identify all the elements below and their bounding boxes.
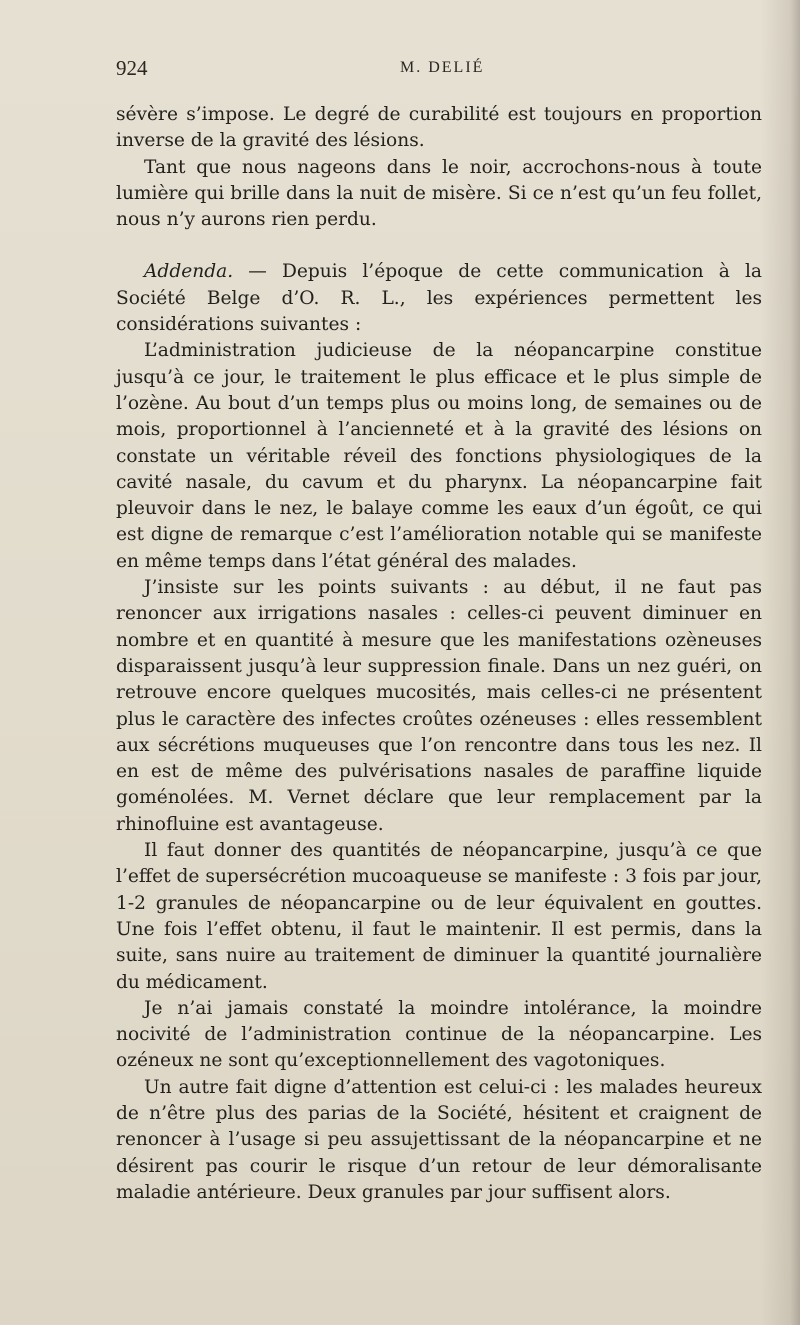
paragraph-intolerance: Je n’ai jamais constaté la moindre intolérance, la moindre nocivité de l’administration continue de la néopancarpine. Les ozéneux ne sont qu’exceptionnellement des vagotoniques. <box>116 997 762 1072</box>
paragraph-feu-follet: Tant que nous nageons dans le noir, accrochons-nous à toute lumière qui brille dans la nuit de misère. Si ce n’est qu’un feu follet, nous n’y aurons rien perdu. <box>116 156 762 231</box>
page-number: 924 <box>116 56 148 80</box>
paragraph-quantites: Il faut donner des quantités de néopancarpine, jusqu’à ce que l’effet de supersécrétion mucoaqueuse se manifeste : 3 fois par jour, 1-2 granules de néopancarpine ou de leur équivalent en gouttes. Une fois l’effet obtenu, il faut le maintenir. Il est permis, dans la suite, sans nuire au traitement de diminuer la quantité journalière du médicament. <box>116 840 762 993</box>
paragraph-continuation: sévère s’impose. Le degré de curabilité est toujours en proportion inverse de la gravité des lésions. <box>116 104 762 152</box>
paragraph-addenda <box>116 259 762 338</box>
addenda-lead: Addenda. <box>144 261 234 283</box>
body-text <box>116 102 762 1206</box>
running-head <box>116 56 766 86</box>
paragraph-points-suivants: J’insiste sur les points suivants : au début, il ne faut pas renoncer aux irrigations nasales : celles-ci peuvent diminuer en nombre et en quantité à mesure que les manifestations ozèneuses disparaissent jusqu’à leur suppression finale. Dans un nez guéri, on retrouve encore quelques mucosités, mais celles-ci ne présentent plus le caractère des infectes croûtes ozéneuses : elles ressemblent aux sécrétions muqueuses que l’on rencontre dans tous les nez. Il en est de même des pulvérisations nasales de paraffine liquide goménolées. M. Vernet déclare que leur remplacement par la rhinofluine est avantageuse. <box>116 577 762 835</box>
paragraph-administration: L’administration judicieuse de la néopancarpine constitue jusqu’à ce jour, le traitement le plus efficace et le plus simple de l’ozène. Au bout d’un temps plus ou moins long, de semaines ou de mois, proportionnel à l’ancienneté et à la gravité des lésions on constate un véritable réveil des fonctions physiologiques de la cavité nasale, du cavum et du pharynx. La néopancarpine fait pleuvoir dans le nez, le balaye comme les eaux d’un égoût, ce qui est digne de remarque c’est l’amélioration notable qui se manifeste en même temps dans l’état général des malades. <box>116 340 762 572</box>
paragraph-autre-fait: Un autre fait digne d’attention est celui-ci : les malades heureux de n’être plus des parias de la Société, hésitent et craignent de renoncer à l’usage si peu assujettissant de la néopancarpine et ne désirent pas courir le risque d’un retour de leur démoralisante maladie antérieure. Deux granules par jour suffisent alors. <box>116 1076 762 1203</box>
running-title: M. DELIÉ <box>400 59 485 76</box>
addenda-text: — Depuis l’époque de cette communication à la Société Belge d’O. R. L., les expériences permettent les considérations suivantes : <box>116 261 762 336</box>
